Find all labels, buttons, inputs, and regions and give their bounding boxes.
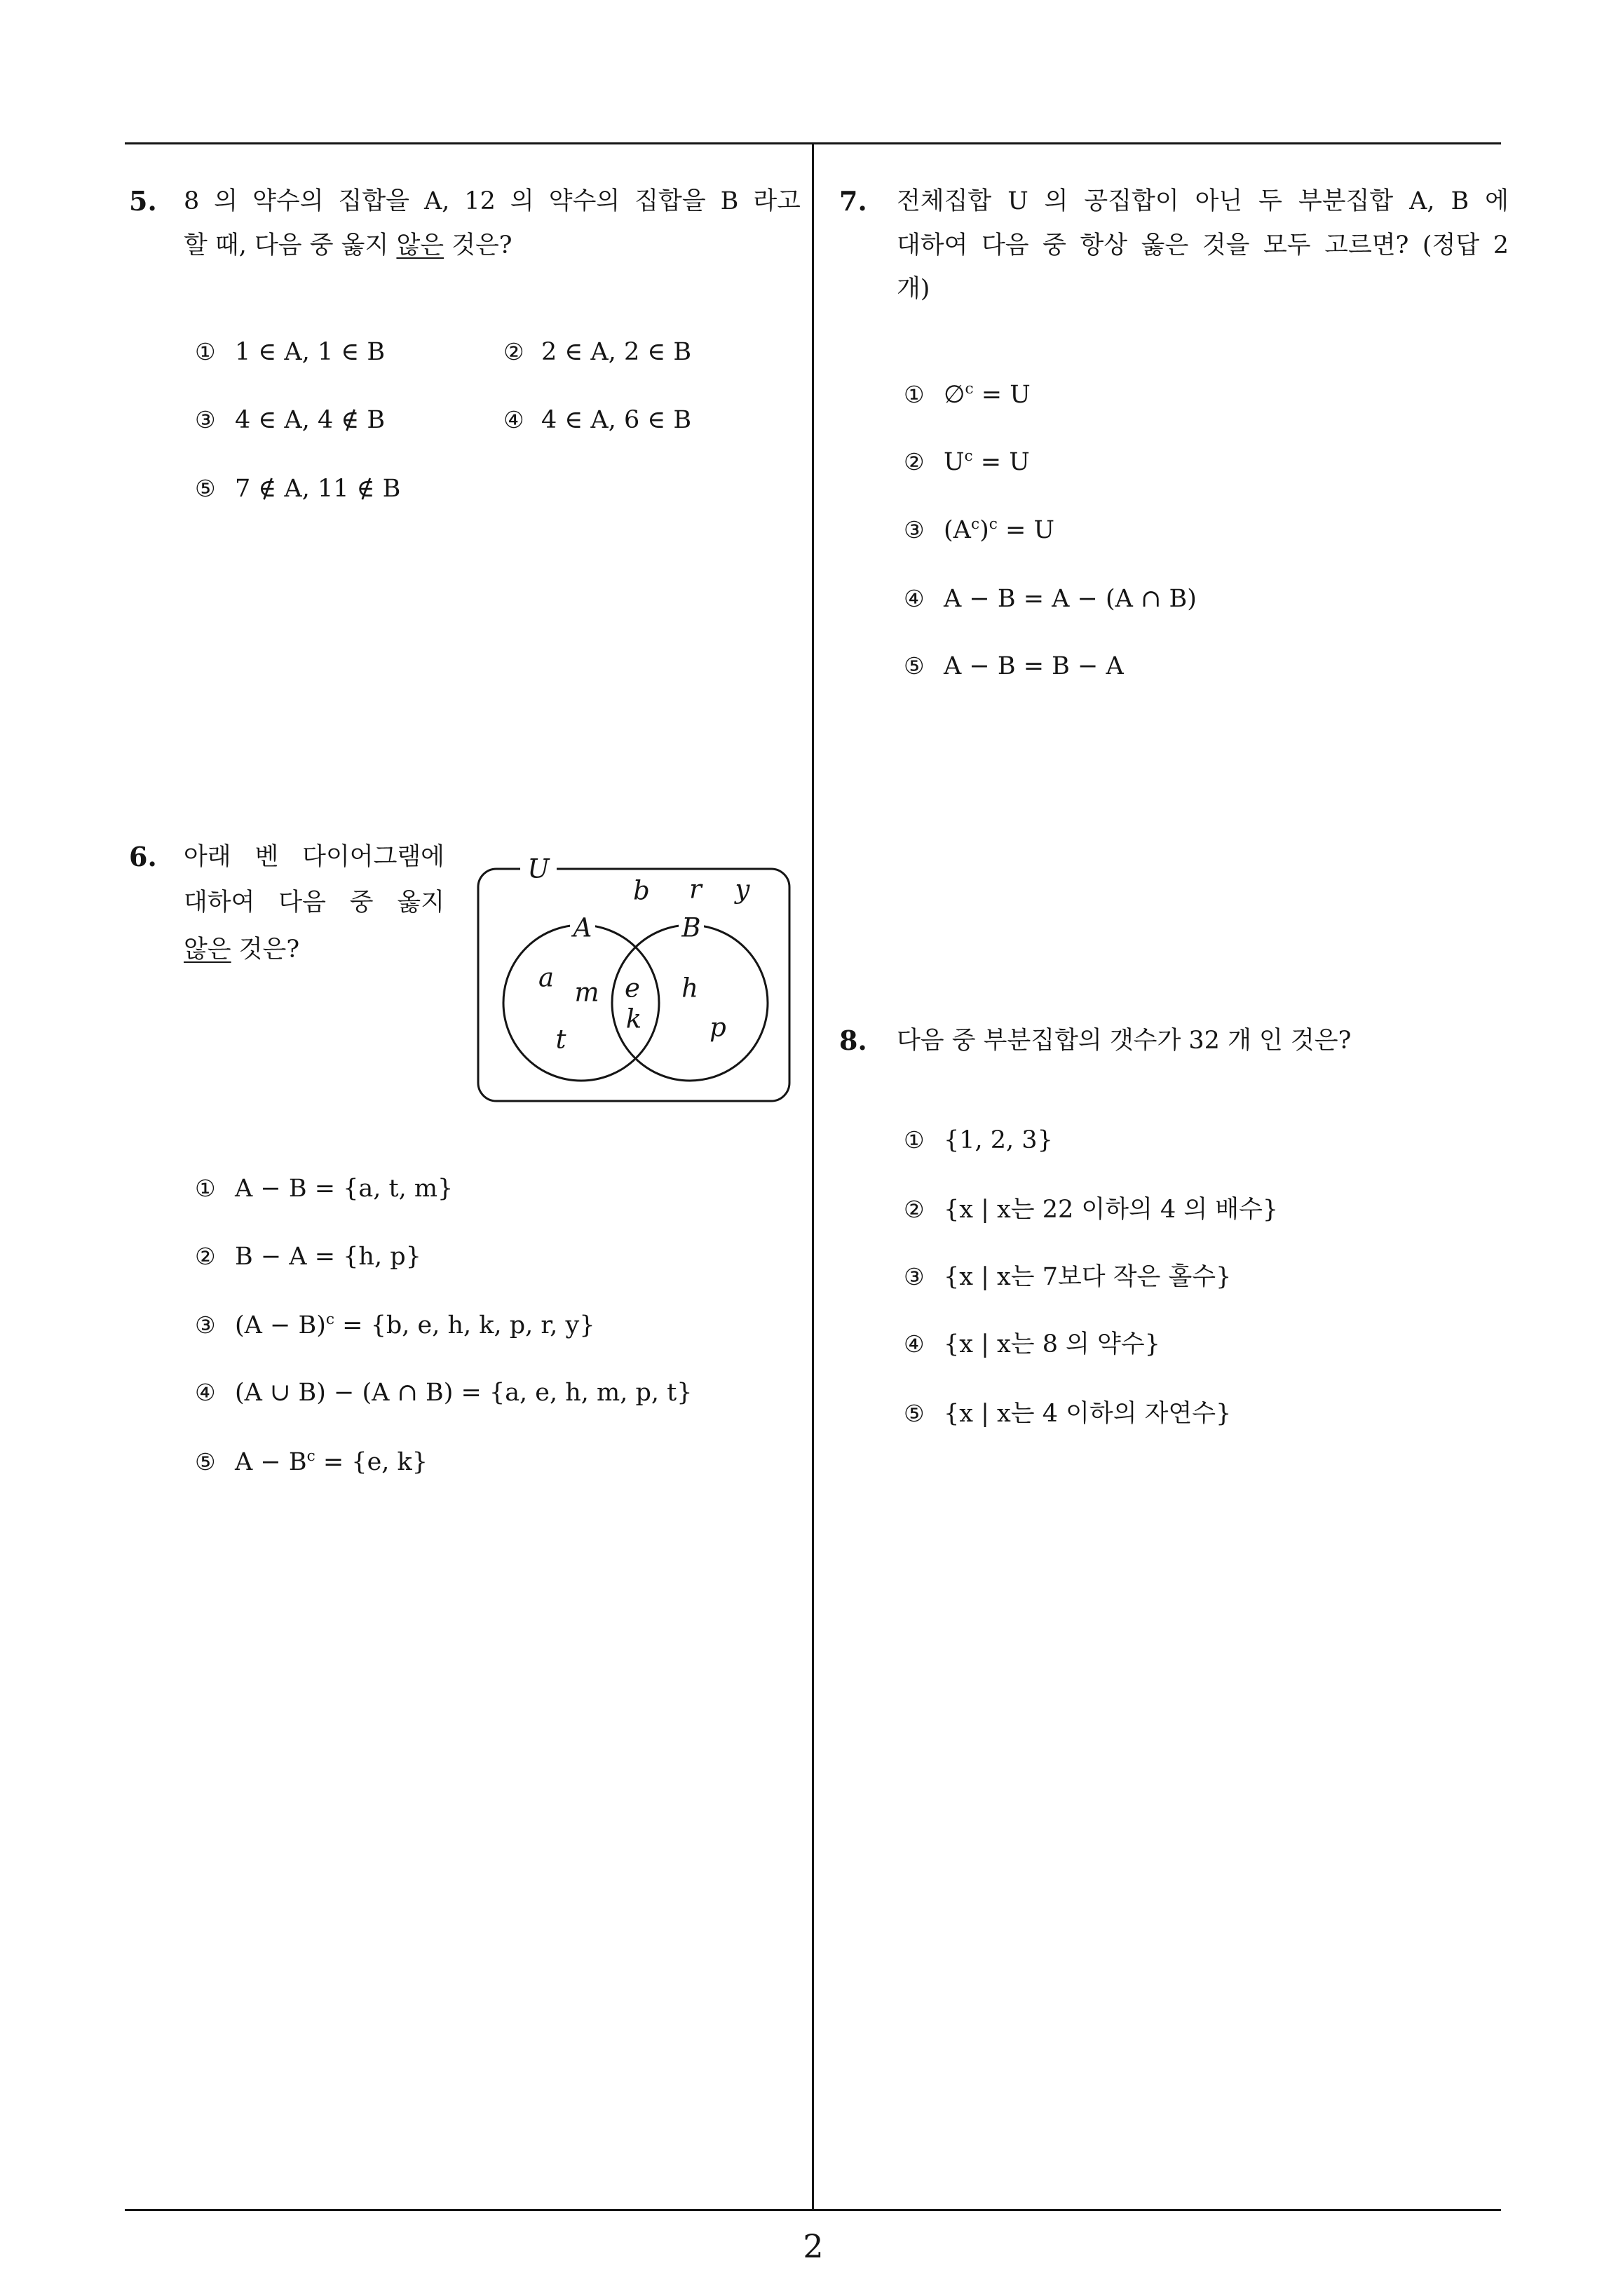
- q7-choice-2-rest: = U: [972, 448, 1030, 476]
- q7-choice-2-base: U: [944, 448, 965, 476]
- question-5-line-2-prefix: 할 때, 다음 중 옳지: [184, 231, 397, 259]
- venn-element-intersection-2: k: [625, 1004, 642, 1034]
- q6-choice-1-marker: ①: [195, 1175, 216, 1202]
- question-5-number: 5.: [129, 185, 157, 217]
- q8-choice-5-text: {x | x는 4 이하의 자연수}: [944, 1400, 1232, 1428]
- venn-element-outside-2: r: [689, 874, 702, 905]
- question-6-line-3: [184, 932, 299, 967]
- question-6-underlined-word: 않은: [184, 936, 231, 964]
- question-7-line-2: 대하여 다음 중 항상 옳은 것을 모두 고르면? (정답 2: [897, 231, 1509, 259]
- q7-choice-5-text: A − B = B − A: [944, 652, 1124, 680]
- q7-choice-3-base: (A: [944, 516, 971, 544]
- question-5-line-2: [184, 228, 512, 263]
- venn-element-a-only-3: t: [555, 1024, 566, 1055]
- q5-choice-1-text: 1 ∈ A, 1 ∈ B: [235, 338, 386, 366]
- q8-choice-4-marker: ④: [904, 1330, 925, 1358]
- q6-choice-5-text: [235, 1445, 428, 1480]
- q7-choice-4-marker: ④: [904, 585, 925, 612]
- q7-choice-3-marker: ③: [904, 516, 925, 543]
- question-7-line-3: 개): [897, 275, 930, 303]
- q6-choice-3-rest: = {b, e, h, k, p, r, y}: [334, 1311, 595, 1339]
- q6-choice-5-base: A − B: [235, 1448, 307, 1476]
- q8-choice-3-marker: ③: [904, 1263, 925, 1290]
- bottom-rule: [125, 2209, 1501, 2211]
- q7-choice-1-rest: = U: [973, 381, 1031, 409]
- venn-diagram: [470, 852, 799, 1106]
- q6-choice-1-text: A − B = {a, t, m}: [235, 1175, 454, 1203]
- q5-choice-2-text: 2 ∈ A, 2 ∈ B: [541, 338, 692, 366]
- q7-choice-2-text: [944, 445, 1030, 480]
- q5-choice-3-marker: ③: [195, 406, 216, 433]
- q5-choice-2-marker: ②: [503, 338, 524, 365]
- q7-choice-3-rest: = U: [997, 516, 1054, 544]
- venn-element-intersection-1: e: [625, 973, 640, 1004]
- q5-choice-5-text: 7 ∉ A, 11 ∉ B: [235, 475, 401, 503]
- q6-choice-5-rest: = {e, k}: [315, 1448, 428, 1476]
- q7-choice-3-superscript: c: [970, 515, 980, 533]
- q7-choice-1-base: ∅: [944, 381, 965, 409]
- q7-choice-1-marker: ①: [904, 381, 925, 408]
- venn-element-a-only-1: a: [538, 962, 555, 993]
- question-5-underlined-word: 않은: [396, 231, 444, 259]
- q5-choice-1-marker: ①: [195, 338, 216, 365]
- q8-choice-4-text: {x | x는 8 의 약수}: [944, 1330, 1160, 1358]
- page-number: 2: [803, 2227, 824, 2265]
- q7-choice-4-text: A − B = A − (A ∩ B): [944, 585, 1197, 613]
- q8-choice-1-marker: ①: [904, 1126, 925, 1154]
- q6-choice-2-text: B − A = {h, p}: [235, 1243, 421, 1271]
- q7-choice-3-superscript-2: c: [989, 515, 998, 533]
- venn-element-outside-1: b: [633, 875, 650, 906]
- q6-choice-5-superscript: c: [306, 1447, 315, 1465]
- question-7-line-1: 전체집합 U 의 공집합이 아닌 두 부분집합 A, B 에: [897, 187, 1509, 215]
- q5-choice-3-text: 4 ∈ A, 4 ∉ B: [235, 406, 386, 434]
- question-8-line-1: 다음 중 부분집합의 갯수가 32 개 인 것은?: [897, 1027, 1352, 1055]
- q6-choice-5-marker: ⑤: [195, 1448, 216, 1475]
- question-6-line-1: 아래 벤 다이어그램에: [184, 843, 444, 871]
- q8-choice-1-text: {1, 2, 3}: [944, 1126, 1053, 1154]
- q7-choice-5-marker: ⑤: [904, 652, 925, 680]
- venn-element-b-only-2: p: [709, 1012, 726, 1043]
- question-6-line-3-suffix: 것은?: [231, 936, 300, 964]
- q6-choice-3-marker: ③: [195, 1311, 216, 1339]
- venn-element-b-only-1: h: [681, 973, 698, 1004]
- question-5-line-2-suffix: 것은?: [444, 231, 512, 259]
- q6-choice-3-base: (A − B): [235, 1311, 326, 1339]
- question-5-line-1: 8 의 약수의 집합을 A, 12 의 약수의 집합을 B 라고: [184, 187, 801, 215]
- question-6-number: 6.: [129, 841, 157, 872]
- venn-universe-label: U: [527, 853, 550, 884]
- q7-choice-2-marker: ②: [904, 448, 925, 475]
- q6-choice-2-marker: ②: [195, 1243, 216, 1270]
- question-6-line-2: 대하여 다음 중 옳지: [184, 889, 444, 917]
- q8-choice-2-text: {x | x는 22 이하의 4 의 배수}: [944, 1196, 1279, 1224]
- q7-choice-1-text: [944, 377, 1031, 412]
- q6-choice-4-marker: ④: [195, 1379, 216, 1406]
- q5-choice-5-marker: ⑤: [195, 475, 216, 502]
- question-8-number: 8.: [839, 1025, 867, 1056]
- venn-set-a-label: A: [573, 912, 592, 943]
- q6-choice-4-text: (A ∪ B) − (A ∩ B) = {a, e, h, m, p, t}: [235, 1379, 693, 1407]
- q5-choice-4-text: 4 ∈ A, 6 ∈ B: [541, 406, 692, 434]
- q7-choice-3-mid: ): [979, 516, 989, 544]
- q7-choice-2-superscript: c: [964, 447, 973, 465]
- q6-choice-3-text: [235, 1308, 595, 1343]
- column-divider: [812, 144, 814, 2210]
- q7-choice-1-superscript: c: [965, 379, 974, 398]
- venn-set-b-label: B: [681, 912, 701, 943]
- q8-choice-2-marker: ②: [904, 1196, 925, 1223]
- question-7-number: 7.: [839, 185, 867, 217]
- q7-choice-3-text: [944, 513, 1054, 548]
- venn-element-a-only-2: m: [574, 977, 599, 1008]
- q6-choice-3-superscript: c: [325, 1310, 335, 1328]
- q8-choice-3-text: {x | x는 7보다 작은 홀수}: [944, 1263, 1232, 1291]
- q5-choice-4-marker: ④: [503, 406, 524, 433]
- venn-element-outside-3: y: [735, 874, 750, 905]
- q8-choice-5-marker: ⑤: [904, 1400, 925, 1427]
